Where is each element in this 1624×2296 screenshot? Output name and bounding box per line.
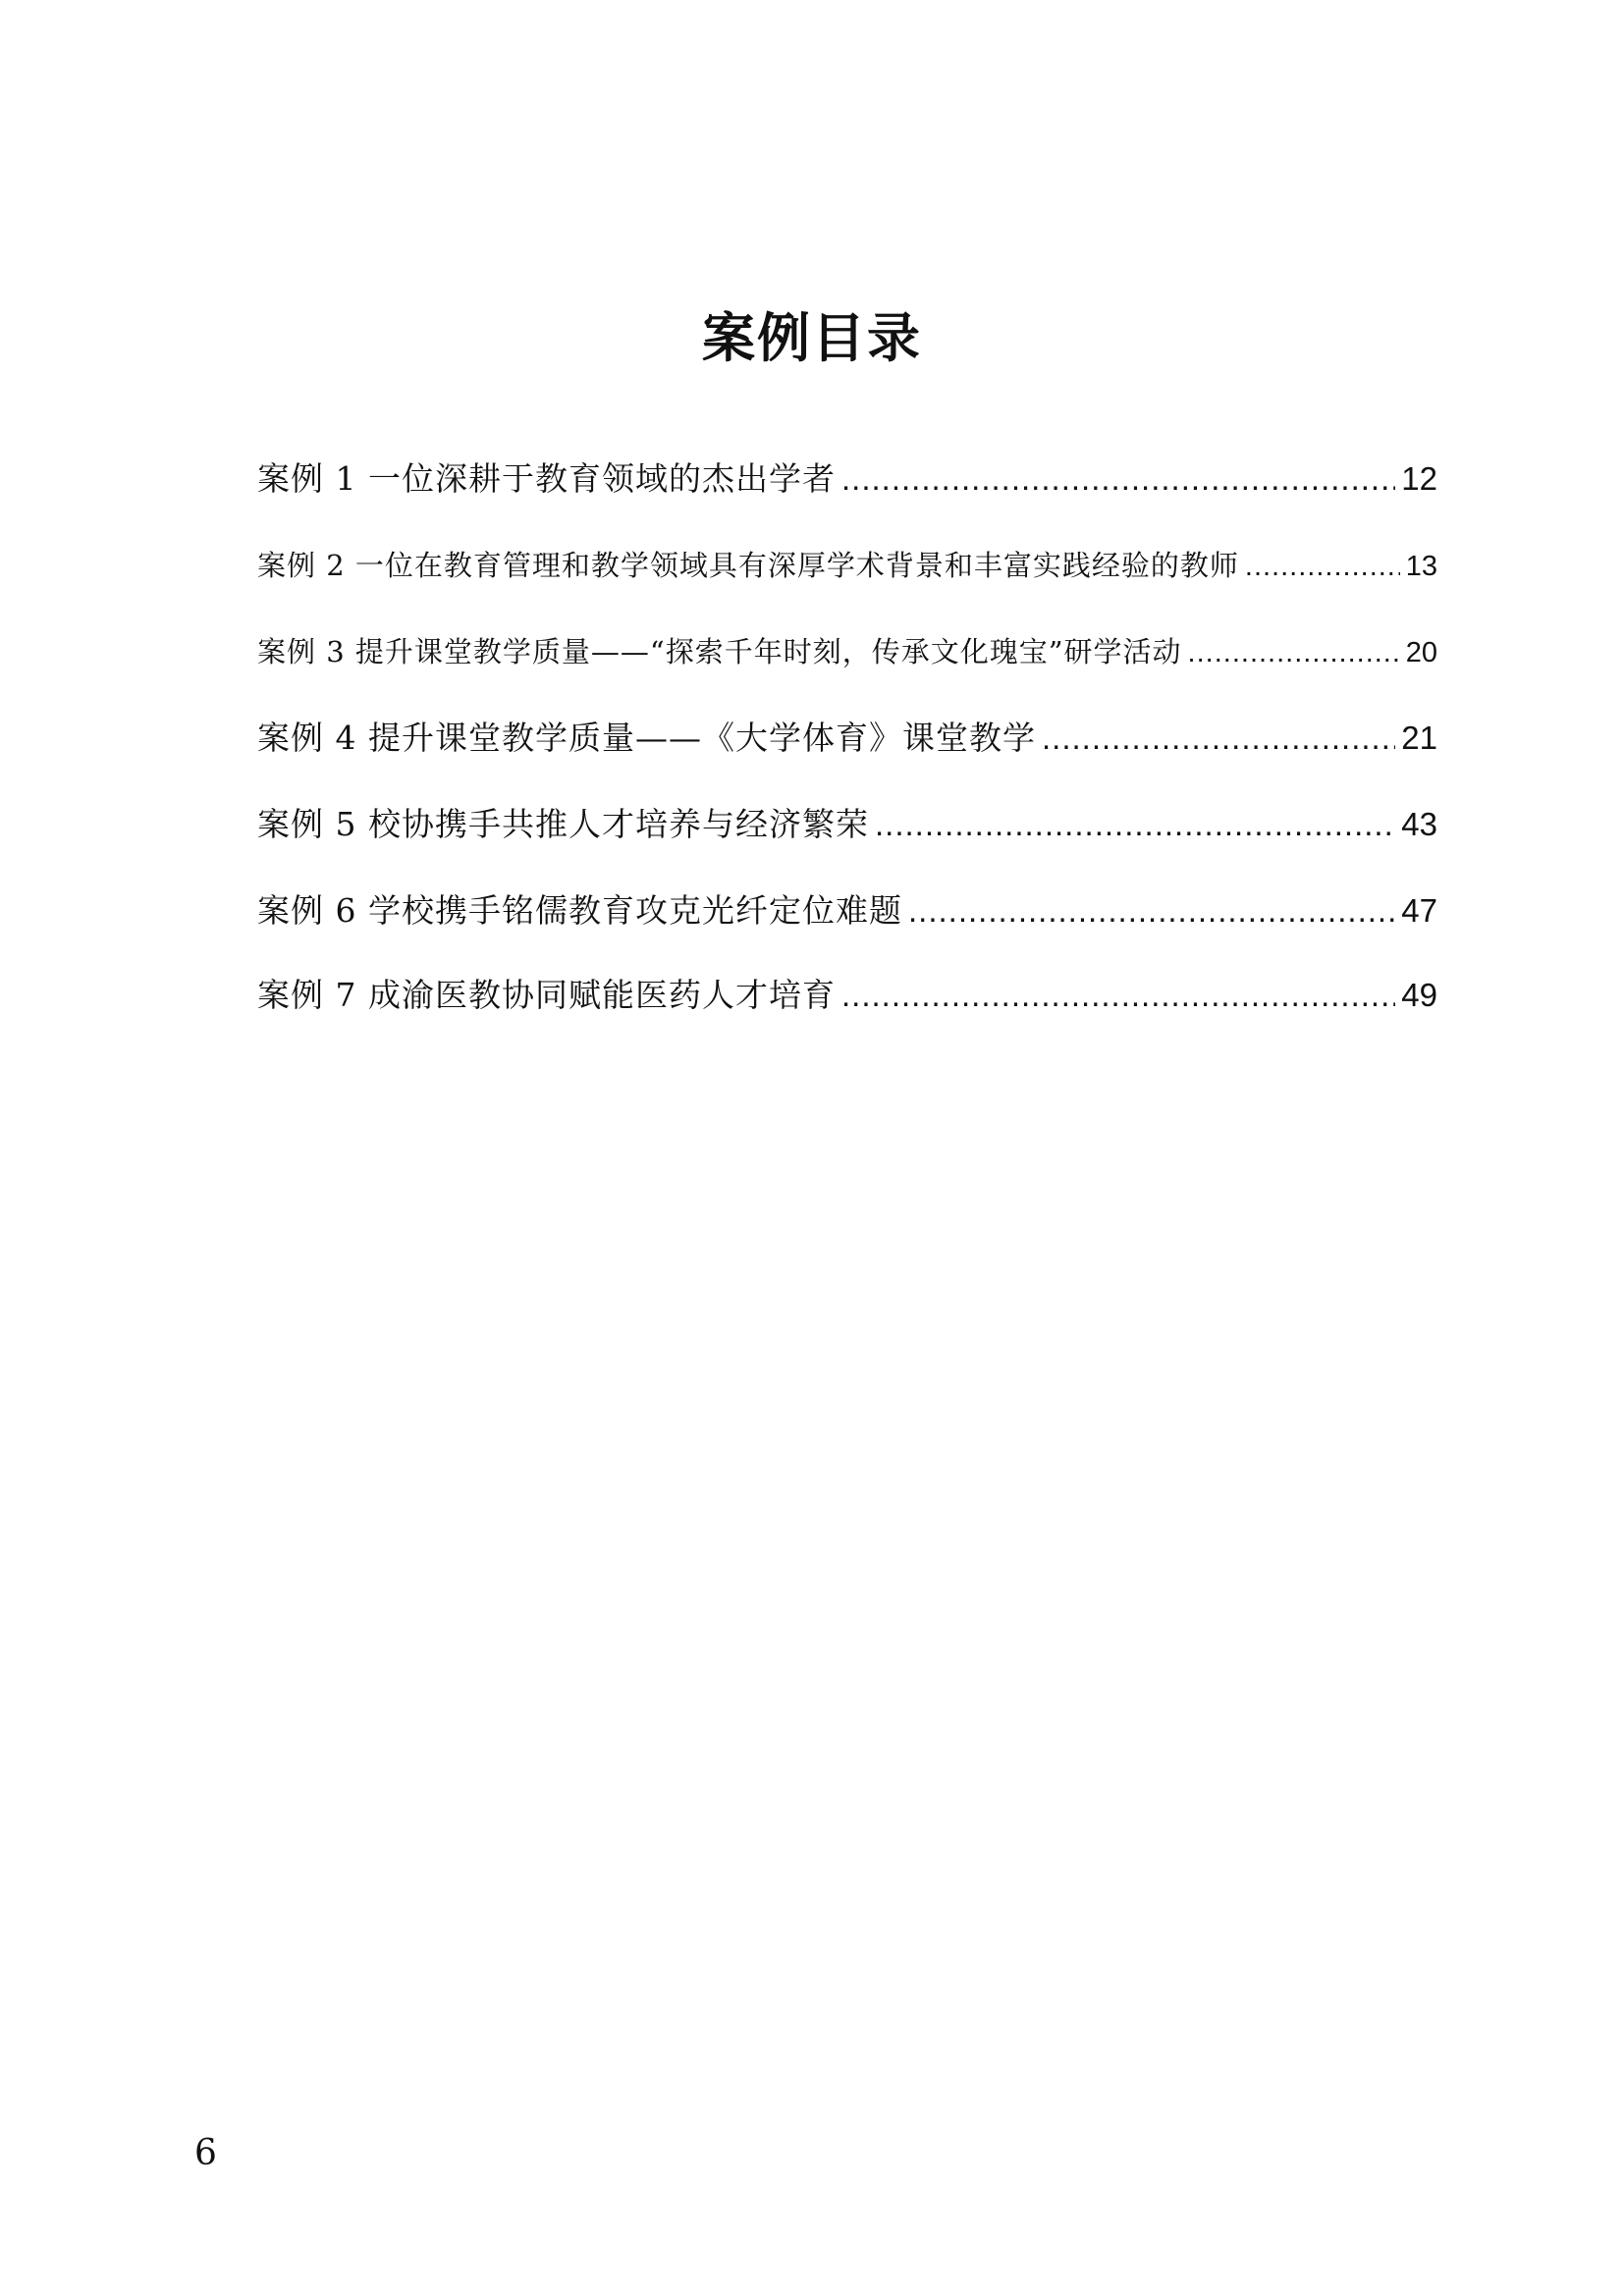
toc-entry-label: 案例 7 成渝医教协同赋能医药人才培育: [257, 976, 836, 1014]
toc-entry-2[interactable]: [257, 544, 1437, 584]
dot-leader: [875, 806, 1395, 843]
toc-entry-label: 案例 1 一位深耕于教育领域的杰出学者: [257, 459, 836, 498]
dot-leader: [841, 460, 1395, 498]
toc-entry-page: 47: [1401, 892, 1437, 929]
toc-entry-7[interactable]: [257, 970, 1437, 1016]
dot-leader: [908, 892, 1395, 930]
toc-entry-page: 21: [1401, 720, 1437, 756]
toc-entry-label: 案例 2 一位在教育管理和教学领域具有深厚学术背景和丰富实践经验的教师: [257, 549, 1239, 582]
toc-entry-page: 49: [1401, 977, 1437, 1013]
toc-entry-6[interactable]: [257, 885, 1437, 932]
dot-leader: [1245, 551, 1400, 583]
toc-entry-page: 20: [1405, 637, 1437, 668]
toc-entry-3[interactable]: [257, 630, 1437, 670]
dot-leader: [841, 977, 1395, 1014]
page-number: 6: [194, 2133, 217, 2173]
dot-leader: [1042, 720, 1395, 757]
toc-entry-label: 案例 6 学校携手铭儒教育攻克光纤定位难题: [257, 891, 902, 930]
toc-entry-1[interactable]: [257, 454, 1437, 500]
toc-entry-label: 案例 3 提升课堂教学质量——“探索千年时刻，传承文化瑰宝”研学活动: [257, 635, 1182, 668]
page-title: 案例目录: [702, 307, 922, 370]
toc-entry-5[interactable]: [257, 799, 1437, 845]
toc-entry-label: 案例 4 提升课堂教学质量——《大学体育》课堂教学: [257, 719, 1036, 757]
dot-leader: [1188, 637, 1400, 669]
toc-entry-4[interactable]: [257, 713, 1437, 759]
toc-entry-page: 13: [1405, 551, 1437, 582]
toc-entry-label: 案例 5 校协携手共推人才培养与经济繁荣: [257, 805, 869, 843]
toc-entry-page: 12: [1401, 460, 1437, 497]
toc-entry-page: 43: [1401, 806, 1437, 842]
